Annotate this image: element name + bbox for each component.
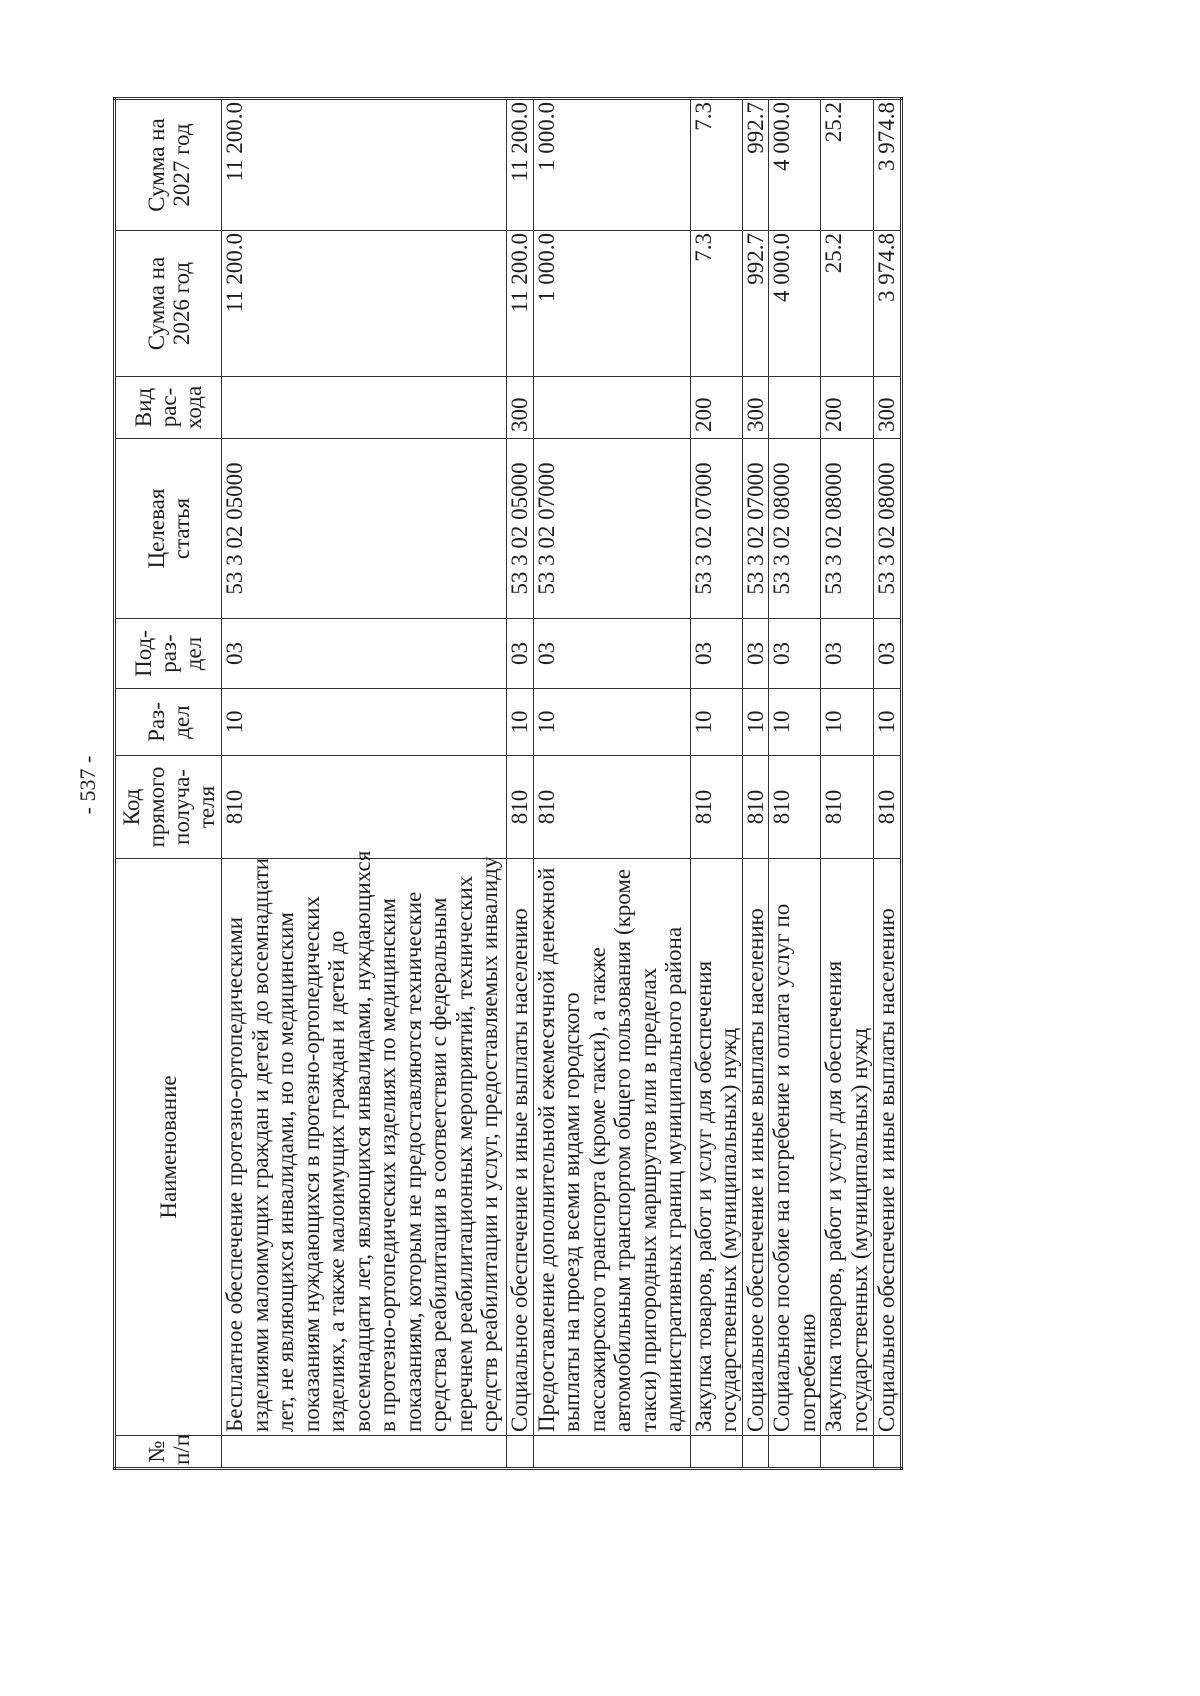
- table-row: [742, 99, 769, 1469]
- subsection-cell: 03: [769, 619, 821, 689]
- sum-2027-cell: 11 200.0: [507, 99, 534, 231]
- row-number-cell: [222, 1436, 507, 1469]
- expense-type-cell: 200: [821, 377, 874, 439]
- name-cell: Социальное пособие на погребение и оплата услуг по погребению: [769, 859, 821, 1436]
- name-cell: Социальное обеспечение и иные выплаты населению: [874, 859, 902, 1436]
- sum-2026-cell: 11 200.0: [507, 231, 534, 377]
- name-cell: Социальное обеспечение и иные выплаты населению: [507, 859, 534, 1436]
- header-sum-2026: Сумма на 2026 год: [115, 231, 222, 377]
- header-number: № п/п: [115, 1436, 222, 1469]
- section-cell: 10: [222, 689, 507, 756]
- expense-type-cell: 300: [874, 377, 902, 439]
- recipient-code-cell: 810: [507, 756, 534, 859]
- sum-2026-cell: 992.7: [742, 231, 769, 377]
- recipient-code-cell: 810: [690, 756, 742, 859]
- sum-2026-cell: 3 974.8: [874, 231, 902, 377]
- sum-2027-cell: 11 200.0: [222, 99, 507, 231]
- expense-type-cell: 300: [507, 377, 534, 439]
- target-article-cell: 53 3 02 08000: [874, 439, 902, 619]
- row-number-cell: [874, 1436, 902, 1469]
- recipient-code-cell: 810: [533, 756, 690, 859]
- sum-2026-cell: 25.2: [821, 231, 874, 377]
- table-row: [690, 99, 742, 1469]
- subsection-cell: 03: [690, 619, 742, 689]
- subsection-cell: 03: [874, 619, 902, 689]
- section-cell: 10: [821, 689, 874, 756]
- sum-2027-cell: 1 000.0: [533, 99, 690, 231]
- section-cell: 10: [742, 689, 769, 756]
- header-target-article: Целевая статья: [115, 439, 222, 619]
- name-cell: Социальное обеспечение и иные выплаты населению: [742, 859, 769, 1436]
- recipient-code-cell: 810: [222, 756, 507, 859]
- section-cell: 10: [507, 689, 534, 756]
- subsection-cell: 03: [533, 619, 690, 689]
- subsection-cell: 03: [222, 619, 507, 689]
- expense-type-cell: 300: [742, 377, 769, 439]
- table-row: [222, 99, 507, 1469]
- rotated-page-content: [70, 100, 903, 1470]
- sum-2027-cell: 25.2: [821, 99, 874, 231]
- sum-2027-cell: 3 974.8: [874, 99, 902, 231]
- budget-table: [113, 97, 903, 1470]
- subsection-cell: 03: [742, 619, 769, 689]
- row-number-cell: [821, 1436, 874, 1469]
- sum-2026-cell: 11 200.0: [222, 231, 507, 377]
- name-cell: Предоставление дополнительной ежемесячной денежной выплаты на проезд всеми видами городского пассажирского транспорта (кроме такси), а также автомобильным транспортом общего пользования (кроме такси) пригородных маршрутов или в пределах административных границ муниципального района: [533, 859, 690, 1436]
- page-number: - 537 -: [75, 755, 100, 815]
- sum-2026-cell: 1 000.0: [533, 231, 690, 377]
- row-number-cell: [769, 1436, 821, 1469]
- name-cell: Бесплатное обеспечение протезно-ортопедическими изделиями малоимущих граждан и детей до восемнадцати лет, не являющихся инвалидами, но по медицинским показаниям нуждающихся в протезно-ортопедических изделиях, а также малоимущих граждан и детей до восемнадцати лет, являющихся инвалидами, нуждающихся в протезно-ортопедических изделиях по медицинским показаниям, которым не предоставляются технические средства реабилитации в соответствии с федеральным перечнем реабилитационных мероприятий, технических средств реабилитации и услуг, предоставляемых инвалиду: [222, 859, 507, 1436]
- subsection-cell: 03: [507, 619, 534, 689]
- header-name: Наименование: [115, 859, 222, 1436]
- target-article-cell: 53 3 02 07000: [690, 439, 742, 619]
- table-row: [821, 99, 874, 1469]
- name-cell: Закупка товаров, работ и услуг для обеспечения государственных (муниципальных) нужд: [690, 859, 742, 1436]
- target-article-cell: 53 3 02 05000: [222, 439, 507, 619]
- target-article-cell: 53 3 02 07000: [533, 439, 690, 619]
- header-expense-type: Вид рас- хода: [115, 377, 222, 439]
- row-number-cell: [507, 1436, 534, 1469]
- table-row: [507, 99, 534, 1469]
- target-article-cell: 53 3 02 08000: [769, 439, 821, 619]
- name-cell: Закупка товаров, работ и услуг для обеспечения государственных (муниципальных) нужд: [821, 859, 874, 1436]
- expense-type-cell: [769, 377, 821, 439]
- section-cell: 10: [769, 689, 821, 756]
- header-recipient-code: Код прямого получа- теля: [115, 756, 222, 859]
- recipient-code-cell: 810: [769, 756, 821, 859]
- expense-type-cell: [222, 377, 507, 439]
- table-row: [533, 99, 690, 1469]
- table-row: [769, 99, 821, 1469]
- target-article-cell: 53 3 02 05000: [507, 439, 534, 619]
- sum-2027-cell: 992.7: [742, 99, 769, 231]
- section-cell: 10: [874, 689, 902, 756]
- table-header-row: [115, 99, 222, 1469]
- section-cell: 10: [533, 689, 690, 756]
- recipient-code-cell: 810: [742, 756, 769, 859]
- target-article-cell: 53 3 02 08000: [821, 439, 874, 619]
- table-row: [874, 99, 902, 1469]
- sum-2027-cell: 7.3: [690, 99, 742, 231]
- recipient-code-cell: 810: [821, 756, 874, 859]
- header-sum-2027: Сумма на 2027 год: [115, 99, 222, 231]
- recipient-code-cell: 810: [874, 756, 902, 859]
- section-cell: 10: [690, 689, 742, 756]
- row-number-cell: [690, 1436, 742, 1469]
- header-section: Раз- дел: [115, 689, 222, 756]
- subsection-cell: 03: [821, 619, 874, 689]
- expense-type-cell: [533, 377, 690, 439]
- row-number-cell: [533, 1436, 690, 1469]
- sum-2026-cell: 7.3: [690, 231, 742, 377]
- target-article-cell: 53 3 02 07000: [742, 439, 769, 619]
- expense-type-cell: 200: [690, 377, 742, 439]
- sum-2027-cell: 4 000.0: [769, 99, 821, 231]
- row-number-cell: [742, 1436, 769, 1469]
- sum-2026-cell: 4 000.0: [769, 231, 821, 377]
- header-subsection: Под- раз- дел: [115, 619, 222, 689]
